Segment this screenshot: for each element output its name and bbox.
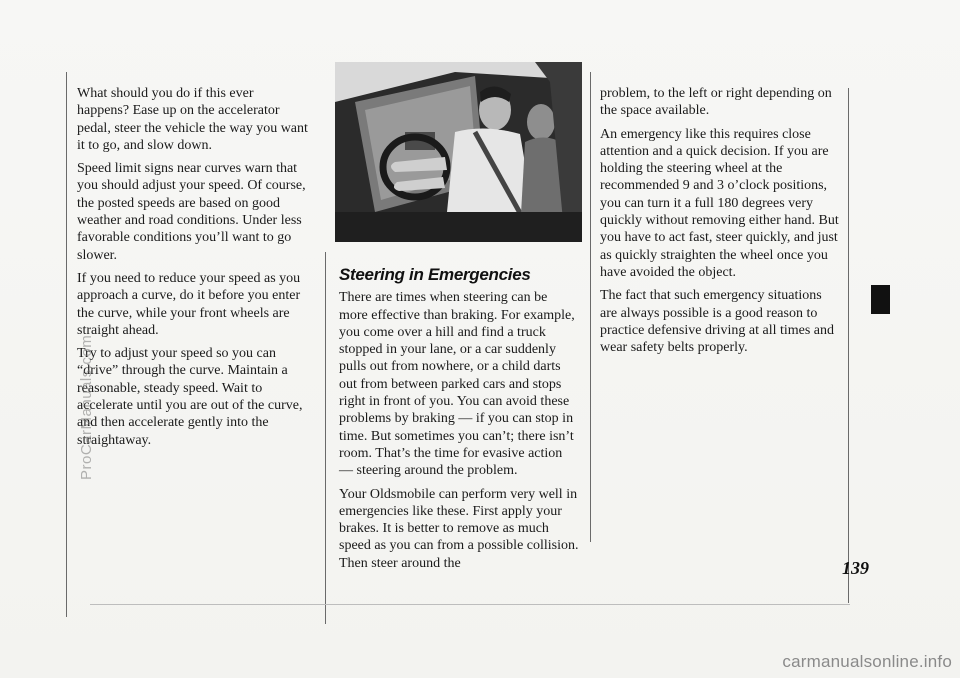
text-column-3 — [600, 85, 840, 362]
watermark-text: ProCarManuals.com — [78, 334, 95, 480]
driver-illustration — [335, 62, 582, 242]
paragraph: If you need to reduce your speed as you approach a curve, do it before you enter the curve, while your front wheels are straight ahead. — [77, 270, 301, 338]
page-edge-rule — [848, 88, 849, 603]
bottom-rule — [90, 604, 850, 605]
section-tab-marker — [871, 285, 890, 314]
paragraph: What should you do if this ever happens? Ease up on the accelerator pedal, steer the vehicle the way you want it to go, and slow down. — [77, 86, 308, 153]
text-column-1 — [77, 85, 309, 455]
text-column-2 — [339, 266, 579, 578]
paragraph: The fact that such emergency situations are always possible is a good reason to practice defensive driving at all times and wear safety belts properly. — [600, 288, 835, 356]
paragraph: Speed limit signs near curves warn that you should adjust your speed. Of course, the posted speeds are based on good weather and road conditions. Under less favorable conditions you’ll want to go slower. — [77, 161, 306, 263]
paragraph: There are times when steering can be more effective than braking. For example, you come over a hill and find a truck stopped in your lane, or a car suddenly pulls out from nowhere, or a child darts out from between parked cars and stops right in front of you. You can avoid these problems by braking — if you can stop in time. But sometimes you can’t; there isn’t room. That’s the time for evasive action — steering around the problem. — [339, 290, 575, 479]
column-rule-middle — [325, 252, 326, 624]
column-rule-left — [66, 72, 67, 617]
paragraph: problem, to the left or right depending on the space available. — [600, 86, 832, 119]
paragraph: An emergency like this requires close attention and a quick decision. If you are holding the steering wheel at the recommended 9 and 3 o’clock positions, you can turn it a full 180 degrees very quickly without removing either hand. But you have to act fast, steer quickly, and just as quickly straighten the wheel once you have avoided the object. — [600, 126, 839, 280]
footer-watermark[interactable]: carmanualsonline.info — [782, 652, 952, 671]
column-rule-right — [590, 72, 591, 542]
section-heading: Steering in Emergencies — [339, 265, 531, 284]
page-number: 139 — [842, 558, 869, 578]
driver-photo — [335, 62, 582, 242]
paragraph: Try to adjust your speed so you can “drive” through the curve. Maintain a reasonable, steady speed. Wait to accelerate until you are out of the curve, and then accelerate gently into the straightaway. — [77, 346, 303, 448]
paragraph: Your Oldsmobile can perform very well in emergencies like these. First apply your brakes. It is better to remove as much speed as you can from a possible collision. Then steer around the — [339, 486, 579, 571]
